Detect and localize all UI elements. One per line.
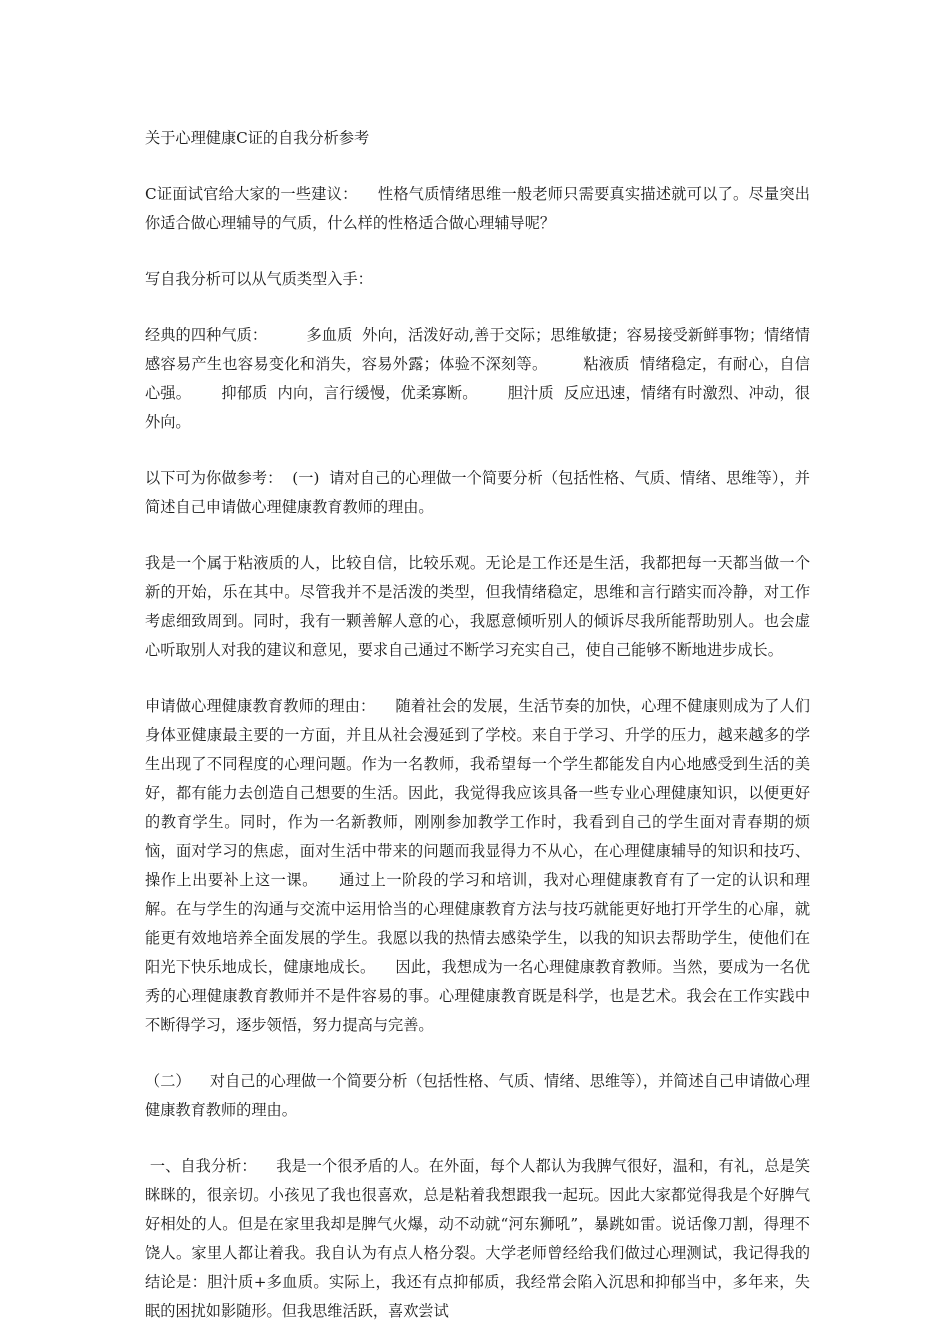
document-title: 关于心理健康C证的自我分析参考 [145,129,370,147]
spacer [145,522,810,549]
document-body [145,124,810,1326]
paragraph-suggestion: C证面试官给大家的一些建议： 性格气质情绪思维一般老师只需要真实描述就可以了。尽量突出你适合做心理辅导的气质，什么样的性格适合做心理辅导呢？ [145,185,810,232]
paragraph-self-analysis-2: 一、自我分析： 我是一个很矛盾的人。在外面，每个人都认为我脾气很好，温和，有礼，总是笑眯眯的，很亲切。小孩见了我也很喜欢，总是粘着我想跟我一起玩。因此大家都觉得我是个好脾气好相处的人。但是在家里我却是脾气火爆，动不动就“河东狮吼”，暴跳如雷。说话像刀割，得理不饶人。家里人都让着我。我自认为有点人格分裂。大学老师曾经给我们做过心理测试，我记得我的结论是：胆汁质+多血质。实际上，我还有点抑郁质，我经常会陷入沉思和抑郁当中，多年来，失眠的困扰如影随形。但我思维活跃，喜欢尝试 [145,1157,811,1320]
spacer [145,294,810,321]
spacer [145,665,810,692]
spacer [145,1040,810,1067]
paragraph-reference-question-1: 以下可为你做参考： (一) 请对自己的心理做一个简要分析（包括性格、气质、情绪、思维等），并简述自己申请做心理健康教育教师的理由。 [145,469,810,516]
paragraph-application-reasons: 申请做心理健康教育教师的理由： 随着社会的发展，生活节奏的加快，心理不健康则成为了人们身体亚健康最主要的一方面，并且从社会漫延到了学校。来自于学习、升学的压力，越来越多的学生出现了不同程度的心理问题。作为一名教师，我希望每一个学生都能发自内心地感受到生活的美好，都有能力去创造自己想要的生活。因此，我觉得我应该具备一些专业心理健康知识，以便更好的教育学生。同时，作为一名新教师，刚刚参加教学工作时，我看到自己的学生面对青春期的烦恼，面对学习的焦虑，面对生活中带来的问题而我显得力不从心，在心理健康辅导的知识和技巧、操作上出要补上这一课。 通过上一阶段的学习和培训，我对心理健康教育有了一定的认识和理解。在与学生的沟通与交流中运用恰当的心理健康教育方法与技巧就能更好地打开学生的心扉，就能更有效地培养全面发展的学生。我愿以我的热情去感染学生，以我的知识去帮助学生，使他们在阳光下快乐地成长，健康地成长。 因此，我想成为一名心理健康教育教师。当然，要成为一名优秀的心理健康教育教师并不是件容易的事。心理健康教育既是科学，也是艺术。我会在工作实践中不断得学习，逐步领悟，努力提高与完善。 [145,697,810,1034]
spacer [145,437,810,464]
paragraph-self-analysis-1: 我是一个属于粘液质的人，比较自信，比较乐观。无论是工作还是生活，我都把每一天都当做一个新的开始，乐在其中。尽管我并不是活泼的类型，但我情绪稳定，思维和言行踏实而冷静，对工作考虑细致周到。同时，我有一颗善解人意的心，我愿意倾听别人的倾诉尽我所能帮助别人。也会虚心听取别人对我的建议和意见，要求自己通过不断学习充实自己，使自己能够不断地进步成长。 [145,554,810,659]
spacer [145,1125,810,1152]
paragraph-reference-question-2: （二） 对自己的心理做一个简要分析（包括性格、气质、情绪、思维等），并简述自己申请做心理健康教育教师的理由。 [145,1072,810,1119]
paragraph-four-temperaments: 经典的四种气质： 多血质 外向，活泼好动,善于交际；思维敏捷；容易接受新鲜事物；情绪情感容易产生也容易变化和消失，容易外露；体验不深刻等。 粘液质 情绪稳定，有耐心，自信心强。 抑郁质 内向，言行缓慢，优柔寡断。 胆汁质 反应迅速，情绪有时激烈、冲动，很外向。 [145,326,810,431]
spacer [145,238,810,265]
spacer [145,153,810,180]
paragraph-approach: 写自我分析可以从气质类型入手： [145,270,373,288]
